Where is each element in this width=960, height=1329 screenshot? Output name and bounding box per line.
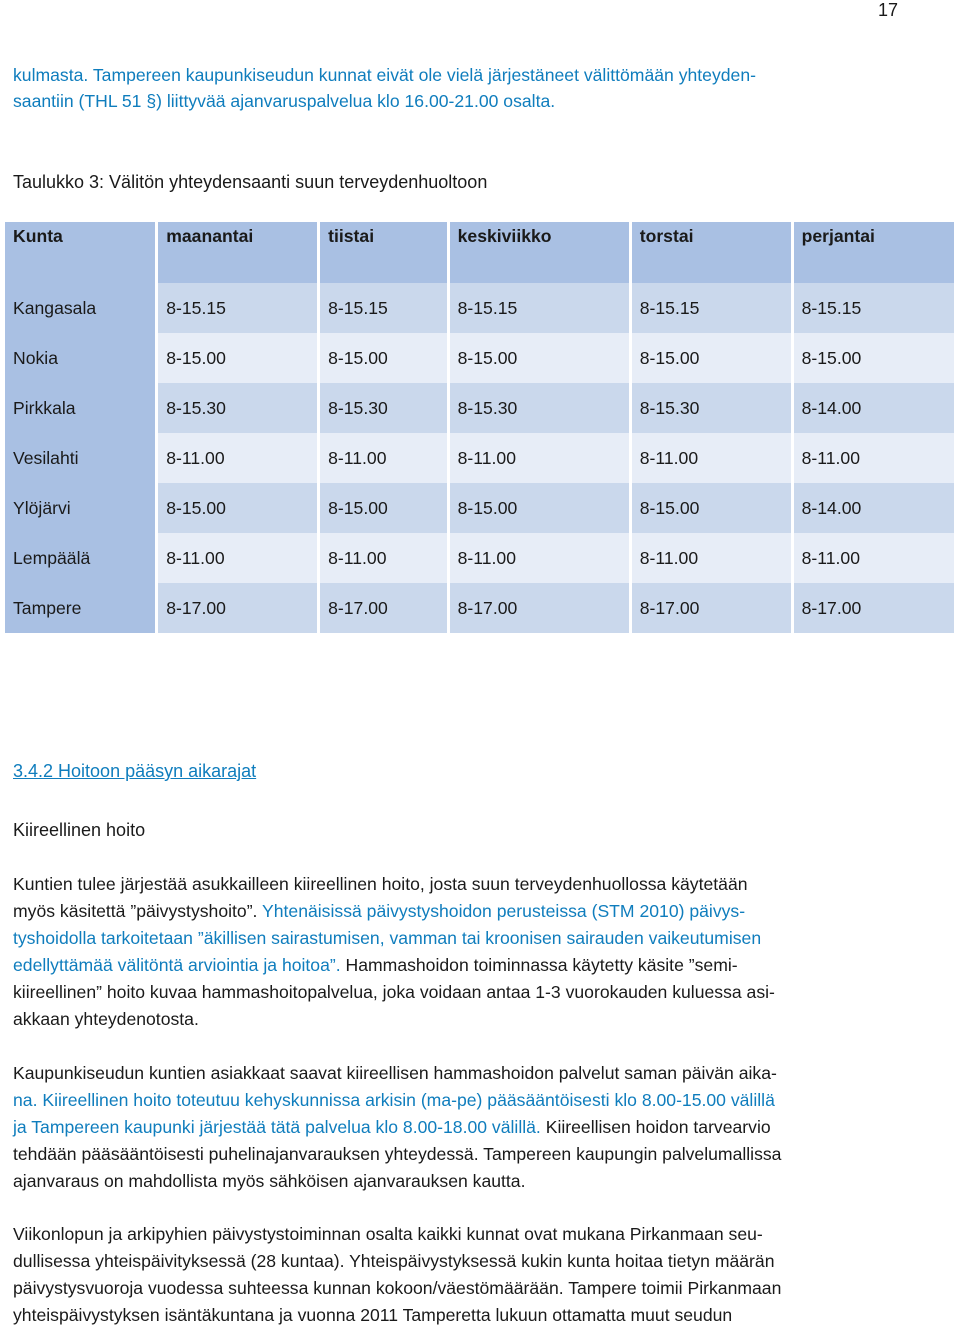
hours-cell: 8-15.00 — [448, 483, 630, 533]
hours-cell: 8-15.00 — [630, 483, 792, 533]
column-header: keskiviikko — [448, 222, 630, 250]
hours-cell: 8-11.00 — [319, 533, 449, 583]
column-header: torstai — [630, 222, 792, 250]
table-row — [5, 333, 954, 383]
hours-cell: 8-14.00 — [792, 483, 954, 533]
municipality-cell: Nokia — [5, 333, 157, 383]
hours-cell: 8-15.30 — [448, 383, 630, 433]
header-spacer — [5, 250, 954, 283]
subheading: Kiireellinen hoito — [13, 820, 146, 840]
text-line: päivystysvuoroja vuodessa suhteessa kunnan kokoon/väestömäärään. Tampere toimii Pirkanmaan — [13, 1278, 782, 1298]
hours-cell: 8-17.00 — [157, 583, 319, 633]
table-row — [5, 483, 954, 533]
column-header: perjantai — [792, 222, 954, 250]
text-line — [13, 1114, 913, 1141]
hours-cell: 8-17.00 — [319, 583, 449, 633]
text-line: Kaupunkiseudun kuntien asiakkaat saavat kiireellisen hammashoidon palvelut saman päivän aika- — [13, 1063, 777, 1083]
text-line: tehdään pääsääntöisesti puhelinajanvarauksen yhteydessä. Tampereen kaupungin palvelumallissa — [13, 1144, 782, 1164]
text-line — [13, 898, 913, 925]
hours-cell: 8-17.00 — [630, 583, 792, 633]
body-paragraph — [13, 1221, 913, 1329]
text-span: edellyttämää välitöntä arviointia ja hoitoa”. — [13, 955, 346, 975]
page-number: 17 — [877, 0, 898, 20]
text-line: ajanvaraus on mahdollista myös sähköisen ajanvarauksen kautta. — [13, 1171, 526, 1191]
column-header: tiistai — [319, 222, 449, 250]
table-row — [5, 533, 954, 583]
hours-cell: 8-11.00 — [319, 433, 449, 483]
hours-cell: 8-17.00 — [792, 583, 954, 633]
municipality-cell: Pirkkala — [5, 383, 157, 433]
text-line: yhteispäivystyksen isäntäkuntana ja vuonna 2011 Tamperetta lukuun ottamatta muut seudun — [13, 1305, 733, 1325]
hours-cell: 8-15.00 — [448, 333, 630, 383]
hours-cell: 8-14.00 — [792, 383, 954, 433]
text-line: Kuntien tulee järjestää asukkailleen kiireellinen hoito, josta suun terveydenhuollossa käytetään — [13, 874, 748, 894]
hours-cell: 8-15.15 — [319, 283, 449, 333]
municipality-cell: Lempäälä — [5, 533, 157, 583]
table-row — [5, 383, 954, 433]
body-paragraph — [13, 1060, 913, 1195]
hours-cell: 8-15.00 — [792, 333, 954, 383]
opening-hours-table — [5, 222, 954, 633]
text-span: ja Tampereen kaupunki järjestää tätä palvelua klo 8.00-18.00 välillä. — [13, 1117, 546, 1137]
municipality-cell: Kangasala — [5, 283, 157, 333]
text-line: tyshoidolla tarkoitetaan ”äkillisen sairastumisen, vamman tai kroonisen sairauden vaikeutumisen — [13, 928, 762, 948]
hours-cell: 8-11.00 — [448, 533, 630, 583]
municipality-cell: Vesilahti — [5, 433, 157, 483]
intro-line: saantiin (THL 51 §) liittyvää ajanvaruspalvelua klo 16.00-21.00 osalta. — [13, 91, 556, 111]
text-span: myös käsitettä ”päivystyshoito”. — [13, 901, 263, 921]
hours-cell: 8-15.00 — [319, 333, 449, 383]
hours-cell: 8-15.30 — [157, 383, 319, 433]
hours-cell: 8-15.00 — [319, 483, 449, 533]
table-row — [5, 433, 954, 483]
text-line: kiireellinen” hoito kuvaa hammashoitopalvelua, joka voidaan antaa 1-3 vuorokauden kuluessa asi- — [13, 982, 775, 1002]
text-line — [13, 952, 913, 979]
hours-cell: 8-15.00 — [630, 333, 792, 383]
text-span: Yhtenäisissä päivystyshoidon perusteissa (STM 2010) päivys- — [262, 901, 746, 921]
table-row — [5, 283, 954, 333]
text-span: Kiireellisen hoidon tarvearvio — [545, 1117, 771, 1137]
intro-line: kulmasta. Tampereen kaupunkiseudun kunnat eivät ole vielä järjestäneet välittömään yhteyden- — [13, 65, 756, 85]
hours-cell: 8-15.15 — [630, 283, 792, 333]
text-line: dullisessa yhteispäivityksessä (28 kuntaa). Yhteispäivystyksessä kukin kunta hoitaa tietyn määrän — [13, 1251, 775, 1271]
table-header-row — [5, 222, 954, 250]
table-caption: Taulukko 3: Välitön yhteydensaanti suun terveydenhuoltoon — [13, 172, 488, 192]
text-span: Hammashoidon toiminnassa käytetty käsite ”semi- — [345, 955, 738, 975]
hours-cell: 8-17.00 — [448, 583, 630, 633]
hours-cell: 8-15.15 — [157, 283, 319, 333]
hours-cell: 8-15.30 — [319, 383, 449, 433]
hours-cell: 8-11.00 — [157, 433, 319, 483]
hours-cell: 8-11.00 — [792, 433, 954, 483]
table-row — [5, 583, 954, 633]
municipality-cell: Ylöjärvi — [5, 483, 157, 533]
text-line: akkaan yhteydenotosta. — [13, 1009, 199, 1029]
hours-cell: 8-11.00 — [630, 433, 792, 483]
hours-cell: 8-15.15 — [792, 283, 954, 333]
hours-cell: 8-11.00 — [630, 533, 792, 583]
hours-cell: 8-11.00 — [157, 533, 319, 583]
hours-cell: 8-15.30 — [630, 383, 792, 433]
text-line: Viikonlopun ja arkipyhien päivystystoiminnan osalta kaikki kunnat ovat mukana Pirkanmaan seu- — [13, 1224, 763, 1244]
hours-cell: 8-15.00 — [157, 483, 319, 533]
hours-cell: 8-11.00 — [792, 533, 954, 583]
column-header: maanantai — [157, 222, 319, 250]
hours-cell: 8-11.00 — [448, 433, 630, 483]
column-header: Kunta — [5, 222, 157, 250]
section-heading: 3.4.2 Hoitoon pääsyn aikarajat — [13, 761, 257, 781]
text-line: na. Kiireellinen hoito toteutuu kehyskunnissa arkisin (ma-pe) pääsääntöisesti klo 8.00-15.00 välillä — [13, 1090, 775, 1110]
body-paragraph — [13, 871, 913, 1033]
hours-cell: 8-15.15 — [448, 283, 630, 333]
intro-paragraph — [13, 62, 913, 114]
hours-cell: 8-15.00 — [157, 333, 319, 383]
municipality-cell: Tampere — [5, 583, 157, 633]
